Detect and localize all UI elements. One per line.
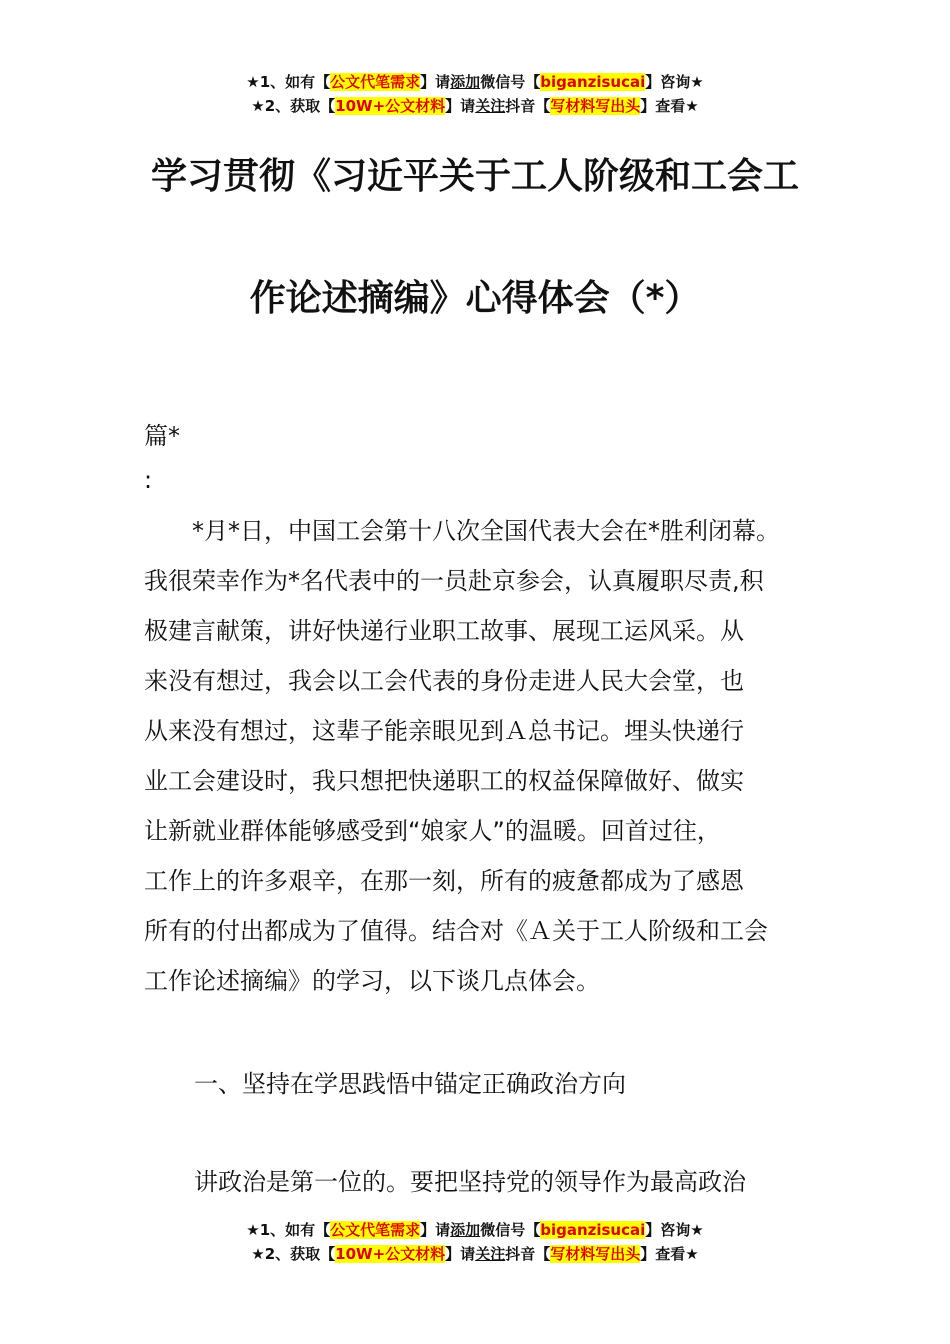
document-title-line-2: 作论述摘编》心得体会（*） — [249, 278, 701, 319]
wechat-id: biganzisucai — [540, 1221, 646, 1239]
star-icon: ★ — [685, 1245, 699, 1263]
banner-text: 】请 — [445, 97, 476, 115]
banner-text: 】咨询 — [645, 1221, 691, 1239]
section-label: 篇* — [144, 422, 180, 450]
paragraph-line: 业工会建设时，我只想把快递职工的权益保障做好、做实 — [144, 767, 744, 795]
star-icon: ★ — [246, 73, 260, 91]
highlight-text: 10W+公文材料 — [335, 1245, 446, 1263]
banner-text: 】咨询 — [645, 73, 691, 91]
banner-line-1 — [0, 1218, 950, 1242]
document-title-line-1: 学习贯彻《习近平关于工人阶级和工会工 — [150, 156, 799, 197]
banner-text: 】请 — [420, 73, 451, 91]
banner-text: 2、获取【 — [264, 97, 336, 115]
highlight-text: 公文代笔需求 — [330, 73, 421, 91]
banner-line-1 — [0, 70, 950, 94]
banner-text: 】查看 — [640, 97, 686, 115]
banner-text: 抖音【 — [505, 1245, 551, 1263]
paragraph-line: 工作论述摘编》的学习，以下谈几点体会。 — [144, 967, 600, 995]
douyin-id: 写材料写出头 — [550, 97, 641, 115]
banner-text: 】请 — [445, 1245, 476, 1263]
banner-text: 1、如有【 — [259, 73, 331, 91]
star-icon: ★ — [690, 73, 704, 91]
douyin-id: 写材料写出头 — [550, 1245, 641, 1263]
section-heading: 一、坚持在学思践悟中锚定正确政治方向 — [194, 1070, 626, 1098]
star-icon: ★ — [685, 97, 699, 115]
banner-text: 】查看 — [640, 1245, 686, 1263]
star-icon: ★ — [251, 97, 265, 115]
body-paragraph — [144, 506, 824, 1006]
header-banner — [0, 70, 950, 118]
wechat-id: biganzisucai — [540, 73, 646, 91]
underlined-text: 添加 — [450, 1221, 481, 1239]
banner-text: 微信号【 — [480, 1221, 541, 1239]
star-icon: ★ — [246, 1221, 260, 1239]
banner-text: 2、获取【 — [264, 1245, 336, 1263]
paragraph-line: 从来没有想过，这辈子能亲眼见到Ａ总书记。埋头快递行 — [144, 717, 744, 745]
highlight-text: 公文代笔需求 — [330, 1221, 421, 1239]
paragraph-line: *月*日，中国工会第十八次全国代表大会在*胜利闭幕。 — [144, 517, 780, 545]
paragraph-line: 工作上的许多艰辛，在那一刻，所有的疲惫都成为了感恩 — [144, 867, 744, 895]
banner-text: 1、如有【 — [259, 1221, 331, 1239]
underlined-text: 添加 — [450, 73, 481, 91]
paragraph-line: 我很荣幸作为*名代表中的一员赴京参会，认真履职尽责,积 — [144, 567, 764, 595]
star-icon: ★ — [251, 1245, 265, 1263]
heading-paragraph-start: 讲政治是第一位的。要把坚持党的领导作为最高政治 — [194, 1168, 746, 1196]
banner-text: 抖音【 — [505, 97, 551, 115]
underlined-text: 关注 — [475, 1245, 506, 1263]
banner-line-2 — [0, 94, 950, 118]
banner-text: 】请 — [420, 1221, 451, 1239]
star-icon: ★ — [690, 1221, 704, 1239]
paragraph-line: 所有的付出都成为了值得。结合对《Ａ关于工人阶级和工会 — [144, 917, 768, 945]
banner-text: 微信号【 — [480, 73, 541, 91]
section-colon: : — [144, 466, 153, 494]
paragraph-line: 极建言献策，讲好快递行业职工故事、展现工运风采。从 — [144, 617, 744, 645]
footer-banner — [0, 1218, 950, 1266]
underlined-text: 关注 — [475, 97, 506, 115]
paragraph-line: 来没有想过，我会以工会代表的身份走进人民大会堂，也 — [144, 667, 744, 695]
banner-line-2 — [0, 1242, 950, 1266]
paragraph-line: 让新就业群体能够感受到“娘家人”的温暖。回首过往， — [144, 817, 721, 845]
highlight-text: 10W+公文材料 — [335, 97, 446, 115]
